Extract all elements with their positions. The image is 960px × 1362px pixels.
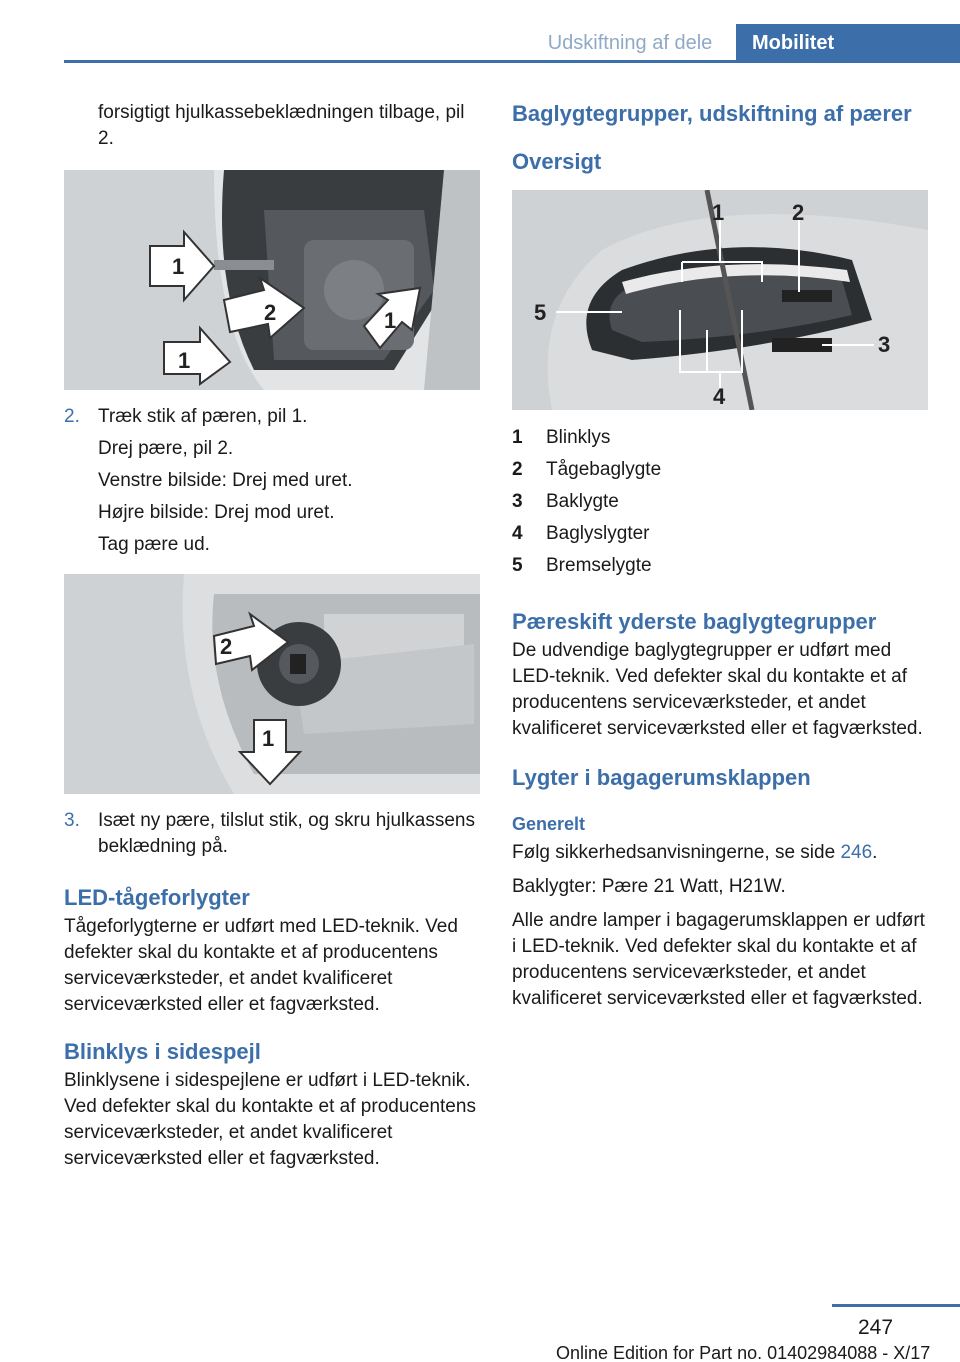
edition-footer: Online Edition for Part no. 01402984088 - X/17: [556, 1343, 931, 1362]
legend-item-3: 3 Baklygte: [512, 491, 619, 512]
mirror-blinker-heading: Blinklys i sidespejl: [64, 1039, 261, 1064]
step-3: [64, 808, 480, 860]
step-2: [64, 404, 480, 430]
led-fog-heading: LED-tågeforlygter: [64, 885, 250, 910]
led-fog-text: Tågeforlygterne er udført med LED-teknik. Ved defekter skal du kontakte et af producentens serviceværksteder, et andet kvalificeret serviceværksted eller et fagværksted.: [64, 916, 458, 1015]
legend-item-2: 2 Tågebaglygte: [512, 459, 662, 480]
header-rule: [64, 60, 960, 63]
step-2-line-2: Drej pære, pil 2.: [98, 438, 234, 459]
figure2-label-1: 1: [262, 726, 275, 751]
rear-light-diagram: [512, 190, 928, 410]
figure1-label-2: 2: [264, 300, 277, 325]
figure1-label-1c: 1: [384, 308, 397, 333]
step-2-line-3: Venstre bilside: Drej med uret.: [98, 470, 353, 491]
mirror-blinker-text: Blinklysene i sidespejlene er udført i LED-teknik. Ved defekter skal du kontakte et af producentens serviceværksteder, et andet kvalificeret serviceværksted eller et fagværksted.: [64, 1070, 476, 1169]
figure2-label-2: 2: [220, 634, 233, 659]
right-column: [512, 100, 932, 1012]
page-header: [0, 0, 960, 62]
legend-item-1: 1 Blinklys: [512, 427, 611, 448]
rear-lights-heading: Baglygtegrupper, udskiftning af pærer: [512, 101, 912, 126]
general-heading: Generelt: [512, 814, 586, 834]
diagram-label-4: 4: [713, 384, 726, 409]
outer-lights-text: De udvendige baglygtegrupper er udført med LED-teknik. Ved defekter skal du kontakte et af producentens serviceværksteder, et andet kvalificeret serviceværksted eller et fagværksted.: [512, 640, 923, 739]
step-2-number: 2.: [64, 406, 80, 427]
safety-text: Følg sikkerhedsanvisningerne, se side 246.: [512, 842, 878, 863]
page-number: 247: [858, 1316, 894, 1339]
outer-lights-heading: Pæreskift yderste baglygtegrupper: [512, 609, 877, 634]
legend-item-5: 5 Bremselygte: [512, 555, 652, 576]
chapter-tab[interactable]: Mobilitet: [736, 24, 960, 62]
diagram-label-3: 3: [878, 332, 891, 357]
bulb-socket-photo: [64, 574, 480, 794]
step-3-number: 3.: [64, 810, 80, 831]
wheel-arch-photo: [64, 170, 480, 390]
step-2-line-1: Træk stik af pæren, pil 1.: [98, 406, 308, 427]
figure1-label-1b: 1: [178, 348, 191, 373]
step-3-text: Isæt ny pære, tilslut stik, og skru hjulkassens beklædning på.: [98, 810, 475, 857]
diagram-label-5: 5: [534, 300, 547, 325]
trunk-lid-heading: Lygter i bagagerumsklappen: [512, 765, 811, 790]
page-link[interactable]: 246: [840, 842, 873, 863]
section-tab[interactable]: Udskiftning af dele: [547, 32, 713, 54]
left-column: [64, 100, 480, 1172]
overview-heading: Oversigt: [512, 149, 602, 174]
diagram-label-2: 2: [792, 200, 805, 225]
reverse-light-text: Baklygter: Pære 21 Watt, H21W.: [512, 876, 786, 897]
footer-rule: [832, 1304, 960, 1307]
step-2-line-5: Tag pære ud.: [98, 534, 210, 555]
intro-text: forsigtigt hjulkassebeklædningen tilbage, pil 2.: [98, 102, 465, 149]
legend-item-4: 4 Baglyslygter: [512, 523, 650, 544]
legend-list: [512, 422, 932, 582]
diagram-label-1: 1: [712, 200, 725, 225]
figure1-label-1a: 1: [172, 254, 185, 279]
step-2-line-4: Højre bilside: Drej mod uret.: [98, 502, 335, 523]
other-lamps-text: Alle andre lamper i bagagerumsklappen er udført i LED-teknik. Ved defekter skal du kontakte et af producentens serviceværksteder, et andet kvalificeret serviceværksted eller et fagværksted.: [512, 910, 925, 1009]
